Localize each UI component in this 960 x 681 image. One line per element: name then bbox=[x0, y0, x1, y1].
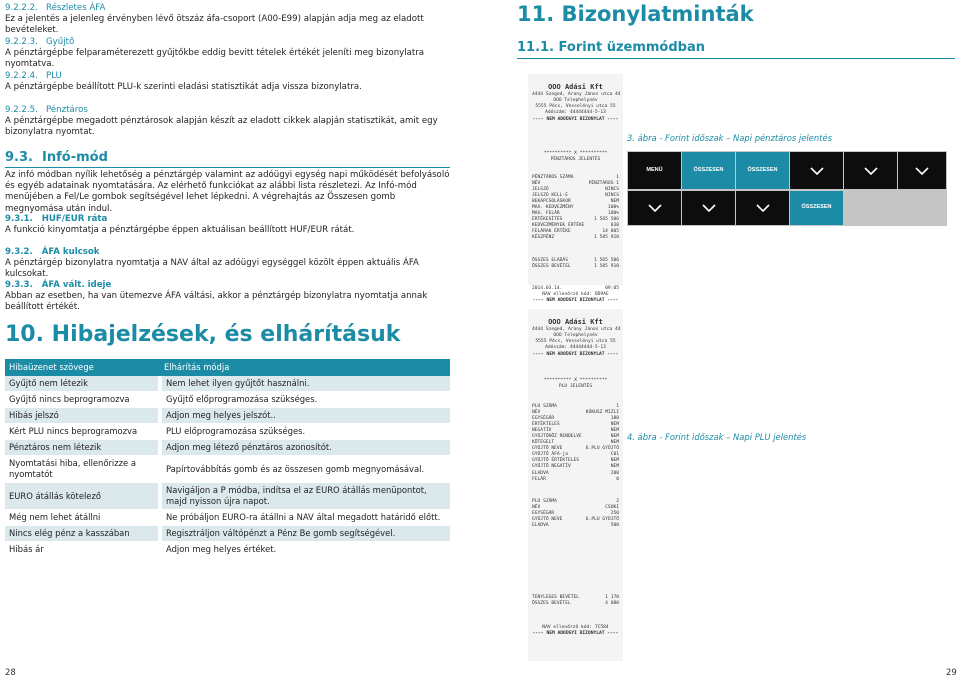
menu-key[interactable] bbox=[628, 152, 681, 189]
receipt-line: JELSZÓ NINCS bbox=[532, 186, 619, 192]
receipt-line: GYŰJTŐ ÁFA-ja C01 bbox=[532, 452, 619, 458]
receipt-line: GYŰJTŐ ÉRTÉKTELES NEM bbox=[532, 458, 619, 464]
down-key[interactable] bbox=[790, 152, 843, 189]
error-message: Gyűjtő nincs beprogramozva bbox=[5, 392, 160, 408]
receipt-line: GYŰJTŐHÖZ RENDELVE NEM bbox=[532, 434, 619, 440]
chapter-10-heading bbox=[5, 322, 400, 348]
receipt-line: JELSZÓ KELL-E NINCS bbox=[532, 193, 619, 199]
receipt-line: KEDVEZMÉNYEK ÉRTÉKE 830 bbox=[532, 223, 619, 229]
figure-caption-3: 3. ábra - Forint időszak – Napi pénztáros jelentés bbox=[627, 133, 832, 143]
table-row bbox=[5, 542, 450, 558]
resolution: Adjon meg helyes jelszót.. bbox=[160, 408, 450, 424]
section-title: ÁFA vált. ideje bbox=[41, 280, 112, 290]
receipt-line: FELÁR 0 bbox=[532, 476, 619, 482]
section-number: 9.3.3. bbox=[5, 280, 33, 290]
down-key[interactable] bbox=[898, 152, 946, 189]
section-title: HUF/EUR ráta bbox=[41, 214, 108, 224]
receipt-tax-id: Adószám: 44444444-5-13 bbox=[545, 345, 606, 351]
receipt-nonfiscal: ---- NEM ADOÜGYI BIZONYLAT ---- bbox=[532, 351, 619, 357]
receipt-line: ELADVA 200 bbox=[532, 470, 619, 476]
receipt-line: EGYSÉGÁR 180 bbox=[532, 415, 619, 421]
table-row bbox=[5, 510, 450, 526]
receipt-footer: ---- NEM ADOÜGYI BIZONYLAT ---- bbox=[532, 297, 619, 303]
receipt-site-address: 5555 Pécs, Vesselényi utca 55 bbox=[535, 104, 616, 110]
receipt-tax-id: Adószám: 44444444-5-13 bbox=[545, 110, 606, 116]
section-9-2-2-3 bbox=[5, 37, 450, 71]
receipt-line: GYŰJTŐ NEVE 6.PLU GYŰJTŐ bbox=[532, 516, 619, 522]
section-title: Pénztáros bbox=[46, 105, 88, 115]
keypad-illustration bbox=[627, 151, 947, 226]
section-9-3-3 bbox=[5, 280, 450, 314]
chevron-down-icon bbox=[915, 167, 929, 175]
chapter-number: 10. bbox=[5, 322, 44, 347]
receipt-address: 4444 Szeged, Arany János utca 44 bbox=[532, 92, 621, 98]
table-row bbox=[5, 526, 450, 542]
chapter-title: Bizonylatminták bbox=[561, 2, 754, 26]
resolution: Ne próbáljon EURO-ra átállni a NAV által megadott határidő előtt. bbox=[160, 510, 450, 526]
heading-9-3 bbox=[5, 150, 450, 167]
section-title: Gyűjtő bbox=[46, 37, 75, 47]
section-number: 9.2.2.4. bbox=[5, 71, 38, 81]
table-header-row bbox=[5, 359, 450, 376]
receipt-line: PLU SZÁMA 2 bbox=[532, 498, 619, 504]
receipt-title-stars: ********** X ********** bbox=[543, 377, 608, 383]
receipt-nav-code: NAV ellenőrző kód: 7C584 bbox=[542, 625, 609, 631]
error-message: Nyomtatási hiba, ellenőrizze a nyomtatót bbox=[5, 456, 160, 483]
receipt-company: OOO Adási Kft bbox=[548, 83, 603, 92]
chevron-down-icon bbox=[756, 204, 770, 212]
table-row bbox=[5, 392, 450, 408]
receipt-nav-code: NAV ellenőrző kód: DD9AE bbox=[542, 291, 609, 297]
receipt-line: KÉSZPÉNZ 1 585 910 bbox=[532, 235, 619, 241]
key-label: ÖSSZESEN bbox=[693, 166, 724, 173]
receipt-line: FELÁRAK ÉRTÉKE 14 805 bbox=[532, 229, 619, 235]
section-9-3-2 bbox=[5, 247, 450, 281]
figure-caption-4: 4. ábra - Forint időszak – Napi PLU jelentés bbox=[627, 432, 807, 442]
table-row bbox=[5, 424, 450, 440]
heading-number: 9.3. bbox=[5, 150, 33, 165]
section-title: PLU bbox=[46, 71, 62, 81]
error-table bbox=[5, 359, 450, 558]
error-message: Hibás ár bbox=[5, 542, 160, 558]
chevron-down-icon bbox=[702, 204, 716, 212]
receipt-line: BEKAPCSOLÁSKOR NEM bbox=[532, 199, 619, 205]
section-9-3-1 bbox=[5, 214, 450, 236]
down-key[interactable] bbox=[844, 152, 897, 189]
section-9-2-2-5 bbox=[5, 105, 450, 139]
receipt-site-address: 5555 Pécs, Vesselényi utca 55 bbox=[535, 339, 616, 345]
section-number: 9.3.2. bbox=[5, 247, 33, 257]
header-cell: Hibaüzenet szövege bbox=[5, 359, 160, 376]
receipt-site: OOO Telephelynév bbox=[553, 98, 598, 104]
table-row bbox=[5, 456, 450, 483]
error-message: Pénztáros nem létezik bbox=[5, 440, 160, 456]
section-11-1-heading bbox=[517, 40, 705, 57]
heading-title: Infó-mód bbox=[42, 150, 108, 165]
receipt-footer: ---- NEM ADOÜGYI BIZONYLAT ---- bbox=[532, 631, 619, 637]
receipt-line: GYŰJTŐ NEGATÍV NEM bbox=[532, 464, 619, 470]
error-message: Kért PLU nincs beprogramozva bbox=[5, 424, 160, 440]
receipt-total: ÖSSZES BEVÉTEL 1 585 910 bbox=[532, 263, 619, 269]
receipt-line: KÖTEGELT NEM bbox=[532, 440, 619, 446]
section-text: A pénztárgépbe beállított PLU-k szerinti eladási statisztikát adja vissza bizonylatra. bbox=[5, 82, 362, 93]
receipt-line: NEGATÍV NEM bbox=[532, 428, 619, 434]
resolution: Nem lehet ilyen gyűjtőt használni. bbox=[160, 376, 450, 392]
header-cell: Elhárítás módja bbox=[160, 359, 450, 376]
resolution: PLU előprogramozása szükséges. bbox=[160, 424, 450, 440]
heading-rule bbox=[5, 167, 450, 168]
section-number: 9.3.1. bbox=[5, 214, 33, 224]
key-label: MENÜ bbox=[646, 166, 663, 173]
section-number: 9.2.2.2. bbox=[5, 3, 38, 13]
table-row bbox=[5, 376, 450, 392]
receipt-company: OOO Adási Kft bbox=[548, 318, 603, 327]
error-message: Még nem lehet átállni bbox=[5, 510, 160, 526]
resolution: Gyűjtő előprogramozása szükséges. bbox=[160, 392, 450, 408]
section-9-2-2-4 bbox=[5, 71, 450, 93]
section-number: 9.2.2.3. bbox=[5, 37, 38, 47]
resolution: Papírtovábbítás gomb és az összesen gomb megnyomásával. bbox=[160, 456, 450, 483]
page-number-left: 28 bbox=[5, 668, 16, 678]
section-number: 9.2.2.5. bbox=[5, 105, 38, 115]
resolution: Adjon meg létező pénztáros azonosítót. bbox=[160, 440, 450, 456]
error-message: Gyűjtő nem létezik bbox=[5, 376, 160, 392]
receipt-line: ÉRTÉKESÍTÉS 1 565 506 bbox=[532, 217, 619, 223]
section-number: 11.1. bbox=[517, 40, 555, 55]
receipt-nonfiscal: ---- NEM ADOÜGYI BIZONYLAT ---- bbox=[532, 116, 619, 122]
receipt-line: MAX. KEDVEZMÉNY 100% bbox=[532, 205, 619, 211]
section-title: Forint üzemmódban bbox=[558, 40, 705, 55]
receipt-title: PÉNZTÁROS JELENTÉS bbox=[550, 156, 601, 162]
chapter-number: 11. bbox=[517, 2, 555, 26]
table-row bbox=[5, 483, 450, 510]
receipt-line: ELADVA 500 bbox=[532, 522, 619, 528]
key-label: ÖSSZESEN bbox=[747, 166, 778, 173]
chapter-title: Hibajelzések, és elhárításuk bbox=[51, 322, 401, 347]
receipt-address: 4444 Szeged, Arany János utca 44 bbox=[532, 327, 621, 333]
resolution: Adjon meg helyes értéket. bbox=[160, 542, 450, 558]
receipt-line: MAX. FELÁR 100% bbox=[532, 211, 619, 217]
receipt-line: NÉV KÓKUSZ MIZLI bbox=[532, 409, 619, 415]
receipt-total: TENYLEGES BEVÉTEL 1 170 bbox=[532, 595, 619, 601]
section-text: A funkció kinyomtatja a pénztárgépbe éppen aktuálisan beállított HUF/EUR rátát. bbox=[5, 225, 355, 236]
receipt-title: PLU JELENTÉS bbox=[558, 383, 593, 389]
section-text: A pénztárgép bizonylatra nyomtatja a NAV által az adóügyi egységgel közölt éppen aktuális ÁFA kulcsokat. bbox=[5, 258, 419, 280]
table-row bbox=[5, 408, 450, 424]
chevron-down-icon bbox=[864, 167, 878, 175]
error-message: Nincs elég pénz a kasszában bbox=[5, 526, 160, 542]
resolution: Regisztráljon váltópénzt a Pénz Be gomb segítségével. bbox=[160, 526, 450, 542]
error-message: Hibás jelszó bbox=[5, 408, 160, 424]
down-key[interactable] bbox=[736, 191, 789, 225]
receipt-line: GYŰJTŐ NEVE 6.PLU GYŰJTŐ bbox=[532, 446, 619, 452]
section-text: Ez a jelentés a jelenleg érvényben lévő ötszáz áfa-csoport (A00-E99) alapján adja meg az eladott bevételeket. bbox=[5, 14, 424, 36]
down-key[interactable] bbox=[628, 191, 681, 225]
heading-rule bbox=[517, 58, 955, 59]
receipt-total: ÖSSZES BEVÉTEL 4 880 bbox=[532, 601, 619, 607]
receipt-datetime: 2014.03.14. 09:05 bbox=[532, 285, 619, 291]
receipt-line: NÉV CSOKI bbox=[532, 504, 619, 510]
down-key[interactable] bbox=[682, 191, 735, 225]
receipt-title-stars: ********** X ********** bbox=[543, 150, 608, 156]
total-key[interactable] bbox=[736, 152, 789, 189]
total-key[interactable] bbox=[682, 152, 735, 189]
chapter-11-heading bbox=[517, 2, 754, 27]
section-9-2-2-2 bbox=[5, 3, 450, 37]
page-number-right: 29 bbox=[946, 668, 957, 678]
section-9-3-text: Az infó módban nyílik lehetőség a pénztárgép valamint az adóügyi egység napi működését befolyásoló és egyéb adatainak nyomtatására. Az elérhető funkciókat az alábbi lista részletezi. Az Infó-mód menüjében a Fel/Le gombok segítségével lehet lépkedni. A végrehajtás az Összesen gomb megnyomása után indul. bbox=[5, 170, 450, 214]
error-message: EURO átállás kötelező bbox=[5, 483, 160, 510]
chevron-down-icon bbox=[810, 167, 824, 175]
section-title: Részletes ÁFA bbox=[46, 3, 106, 13]
receipt-cashier-report bbox=[528, 74, 623, 303]
section-title: ÁFA kulcsok bbox=[41, 247, 100, 257]
receipt-line: EGYSÉGÁR 250 bbox=[532, 510, 619, 516]
chevron-down-icon bbox=[648, 204, 662, 212]
section-text: A pénztárgépbe megadott pénztárosok alapján készít az eladott cikkek alapján statisztikát, amit egy bizonylatra nyomtat. bbox=[5, 116, 438, 138]
table-row bbox=[5, 440, 450, 456]
receipt-line: PLU SZÁMA 1 bbox=[532, 403, 619, 409]
key-label: ÖSSZESEN bbox=[801, 204, 832, 211]
receipt-total: ÖSSZES ELADÁS 1 565 506 bbox=[532, 257, 619, 263]
receipt-plu-report bbox=[528, 309, 623, 661]
receipt-site: OOO Telephelynév bbox=[553, 333, 598, 339]
resolution: Navigáljon a P módba, indítsa el az EURO átállás menüpontot, majd nyisson újra napot. bbox=[160, 483, 450, 510]
receipt-line: PÉNZTÁROS SZÁMA 1 bbox=[532, 174, 619, 180]
section-text: A pénztárgépbe felparaméterezett gyűjtőkbe eddig bevitt tételek értékét jeleníti meg bizonylatra nyomtatva. bbox=[5, 48, 425, 70]
total-key[interactable] bbox=[790, 191, 843, 225]
receipt-line: ÉRTÉKTELES NEM bbox=[532, 422, 619, 428]
receipt-line: NÉV PÉNZTÁROS 1 bbox=[532, 180, 619, 186]
section-text: Abban az esetben, ha van ütemezve ÁFA váltási, akkor a pénztárgép bizonylatra nyomtatja annak beállított értékét. bbox=[5, 291, 428, 313]
